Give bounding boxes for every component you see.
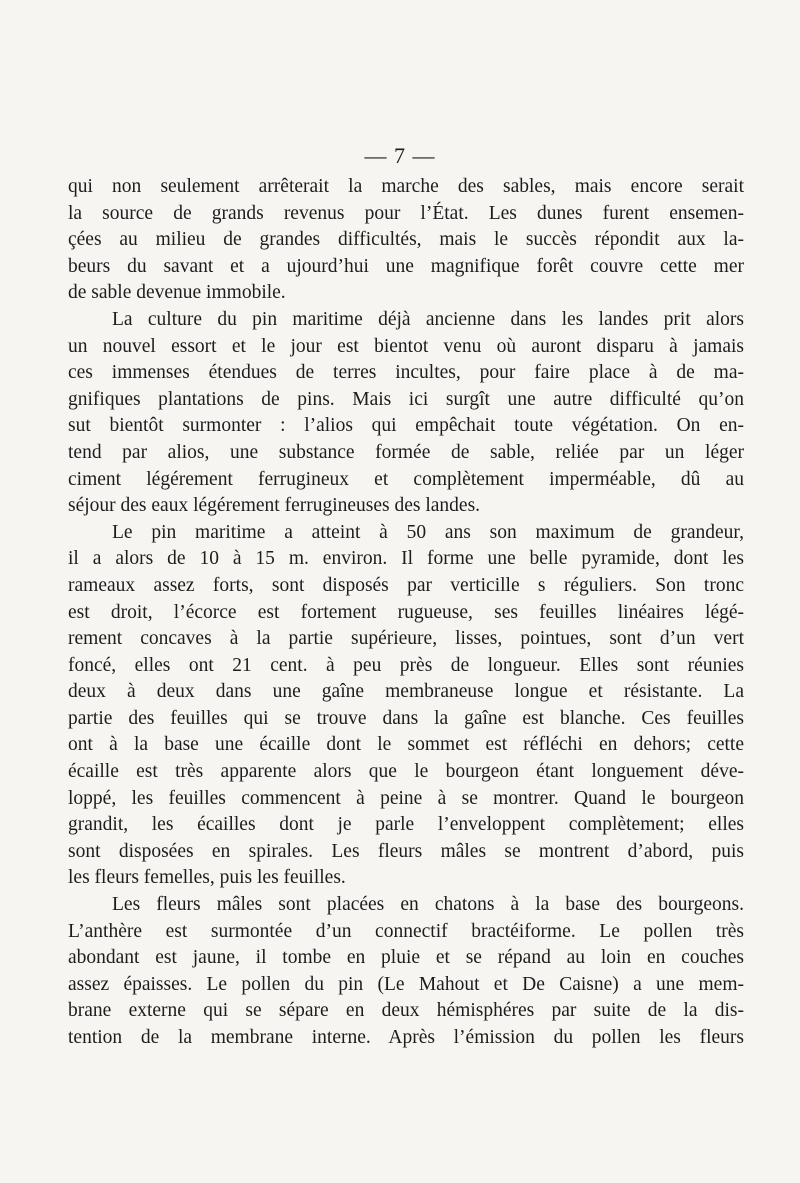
text-line: tention de la membrane interne. Après l’émission du pollen les fleurs	[68, 1027, 744, 1048]
text-line: brane externe qui se sépare en deux hémisphéres par suite de la dis-	[68, 1000, 744, 1022]
text-line: loppé, les feuilles commencent à peine à se montrer. Quand le bourgeon	[68, 787, 744, 809]
text-line: séjour des eaux légérement ferrugineuses des landes.	[68, 495, 481, 517]
text-line: ciment légérement ferrugineux et complètement imperméable, dû au	[68, 468, 744, 490]
body-text	[68, 174, 744, 1052]
text-line: L’anthère est surmontée d’un connectif bractéiforme. Le pollen très	[68, 920, 744, 942]
text-line: çées au milieu de grandes difficultés, mais le succès répondit aux la-	[68, 229, 744, 251]
text-line: écaille est très apparente alors que le bourgeon étant longuement déve-	[68, 761, 744, 783]
text-line: de sable devenue immobile.	[68, 282, 286, 304]
text-line: abondant est jaune, il tombe en pluie et se répand au loin en couches	[68, 947, 744, 969]
text-line: il a alors de 10 à 15 m. environ. Il forme une belle pyramide, dont les	[68, 548, 744, 570]
text-line: qui non seulement arrêterait la marche des sables, mais encore serait	[68, 176, 744, 197]
text-line: rement concaves à la partie supérieure, lisses, pointues, sont d’un vert	[68, 628, 744, 650]
text-line: un nouvel essort et le jour est bientot venu où auront disparu à jamais	[68, 335, 744, 357]
text-line: gnifiques plantations de pins. Mais ici surgît une autre difficulté qu’on	[68, 388, 744, 410]
text-line: Le pin maritime a atteint à 50 ans son maximum de grandeur,	[112, 521, 744, 543]
text-line: grandit, les écailles dont je parle l’enveloppent complètement; elles	[68, 814, 744, 836]
text-line: sont disposées en spirales. Les fleurs mâles se montrent d’abord, puis	[68, 840, 744, 862]
text-line: les fleurs femelles, puis les feuilles.	[68, 867, 346, 889]
text-line: est droit, l’écorce est fortement rugueuse, ses feuilles linéaires légé-	[68, 601, 744, 623]
text-line: deux à deux dans une gaîne membraneuse longue et résistante. La	[68, 681, 744, 703]
text-line: foncé, elles ont 21 cent. à peu près de longueur. Elles sont réunies	[68, 654, 744, 676]
page-number: — 7 —	[364, 143, 436, 168]
text-line: rameaux assez forts, sont disposés par verticille s réguliers. Son tronc	[68, 574, 744, 596]
text-line: ces immenses étendues de terres incultes, pour faire place à de ma-	[68, 362, 744, 384]
text-line: Les fleurs mâles sont placées en chatons à la base des bourgeons.	[112, 894, 744, 916]
text-line: assez épaisses. Le pollen du pin (Le Mahout et De Caisne) a une mem-	[68, 973, 744, 995]
text-line: La culture du pin maritime déjà ancienne dans les landes prit alors	[112, 308, 744, 330]
text-line: partie des feuilles qui se trouve dans la gaîne est blanche. Ces feuilles	[68, 707, 744, 729]
text-line: ont à la base une écaille dont le sommet est réfléchi en dehors; cette	[68, 734, 744, 756]
text-line: la source de grands revenus pour l’État. Les dunes furent ensemen-	[68, 202, 744, 224]
text-line: tend par alios, une substance formée de sable, reliée par un léger	[68, 441, 744, 463]
text-line: sut bientôt surmonter : l’alios qui empêchait toute végétation. On en-	[68, 415, 744, 437]
text-line: beurs du savant et a ujourd’hui une magnifique forêt couvre cette mer	[68, 255, 744, 277]
